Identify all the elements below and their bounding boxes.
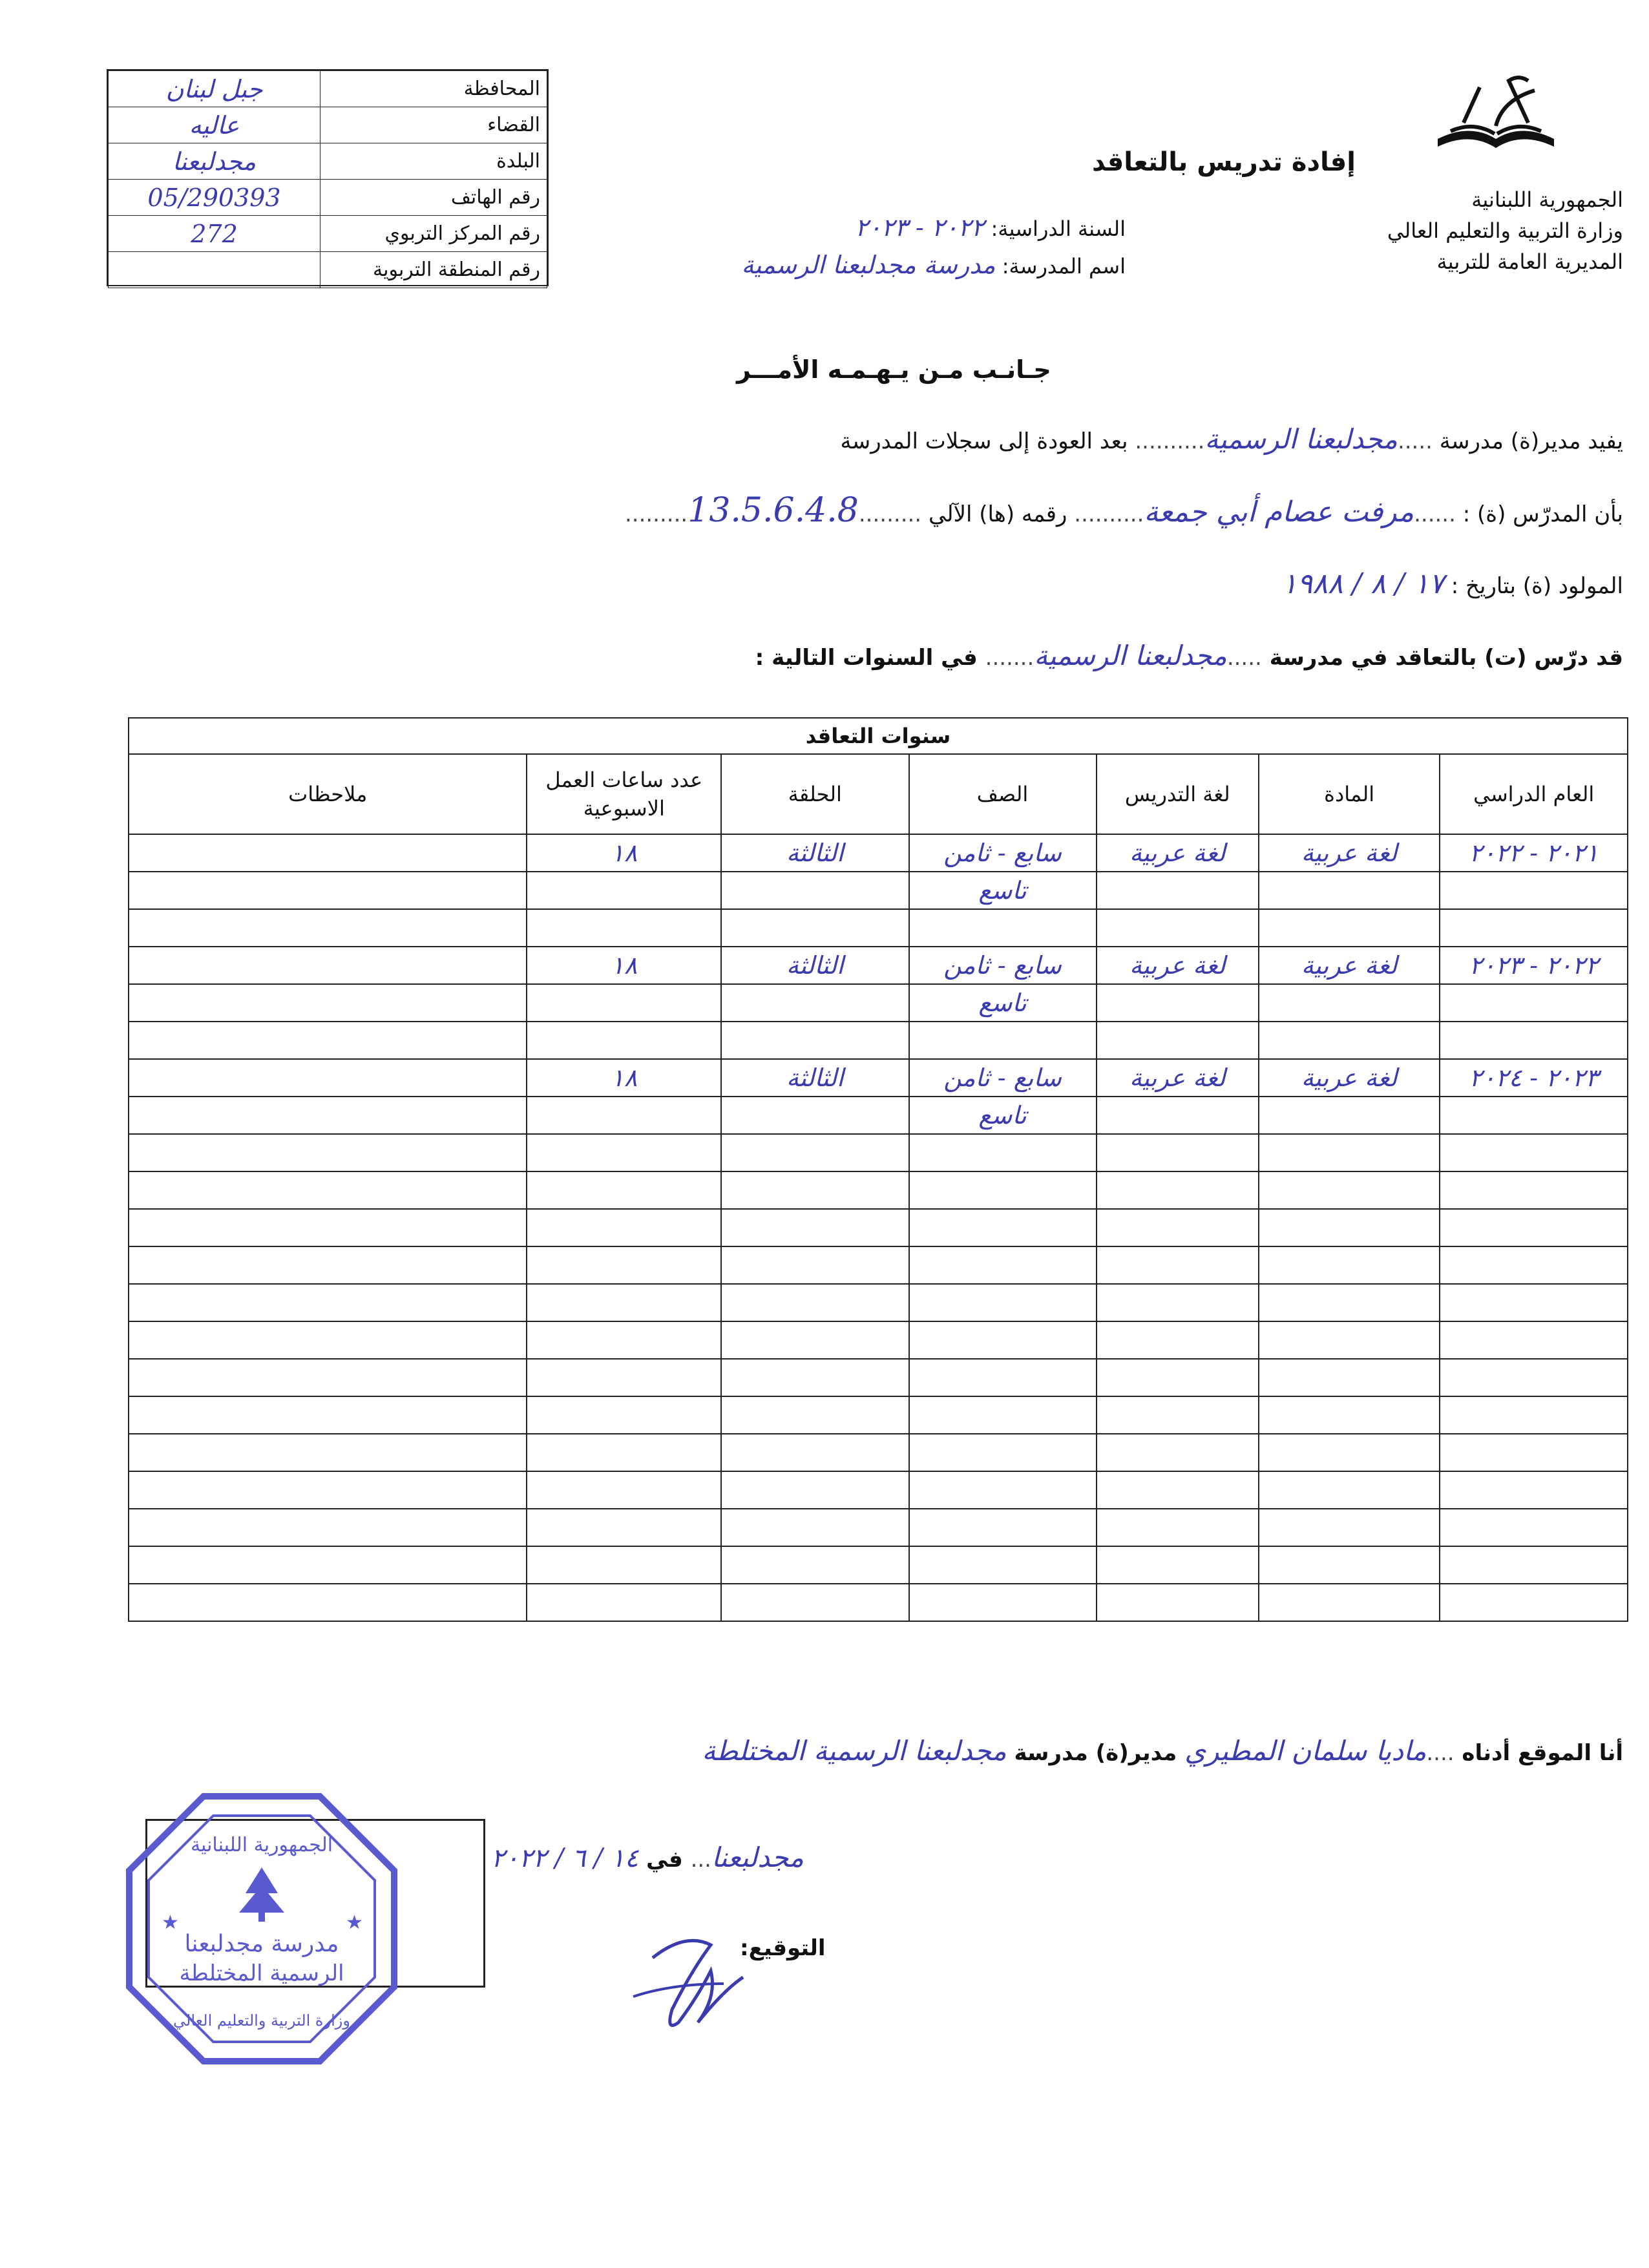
table-cell [527, 1134, 721, 1171]
table-cell [909, 1171, 1097, 1209]
signature-label: التوقيع: [740, 1935, 826, 1961]
table-cell [1259, 1246, 1440, 1284]
location-info-box [107, 69, 549, 286]
table-cell [1097, 872, 1259, 909]
table-cell [721, 1246, 909, 1284]
table-cell [909, 1246, 1097, 1284]
table-cell: تاسع [909, 1097, 1097, 1134]
info-label: رقم الهاتف [320, 180, 547, 216]
table-cell [1259, 909, 1440, 947]
table-cell [721, 909, 909, 947]
table-cell [527, 1321, 721, 1359]
school-name-label: اسم المدرسة: [1002, 254, 1126, 278]
table-cell [129, 1434, 527, 1471]
table-cell [1440, 1284, 1628, 1321]
table-row [129, 1284, 1628, 1321]
info-row [109, 252, 547, 288]
table-cell: ١٨ [527, 947, 721, 984]
table-cell [1097, 1396, 1259, 1434]
table-cell [527, 1509, 721, 1546]
info-row [109, 107, 547, 143]
table-cell [129, 1022, 527, 1059]
table-cell: ١٨ [527, 1059, 721, 1097]
column-header: العام الدراسي [1440, 754, 1628, 834]
table-cell [909, 1359, 1097, 1396]
table-cell [1097, 1171, 1259, 1209]
body-school-name: مجدلبعنا الرسمية [1204, 423, 1398, 455]
table-cell [527, 1434, 721, 1471]
body-line-1-prefix: يفيد مدير(ة) مدرسة [1439, 428, 1623, 454]
table-cell: لغة عربية [1259, 1059, 1440, 1097]
table-cell [1097, 1509, 1259, 1546]
table-cell [1440, 1246, 1628, 1284]
table-cell: لغة عربية [1097, 1059, 1259, 1097]
table-cell [721, 1134, 909, 1171]
body-line-1-suffix: بعد العودة إلى سجلات المدرسة [840, 428, 1128, 454]
school-name-line [741, 251, 1126, 279]
table-cell [129, 1097, 527, 1134]
table-cell [721, 1097, 909, 1134]
table-cell [1259, 1022, 1440, 1059]
table-cell [1259, 1509, 1440, 1546]
school-name-value: مدرسة مجدلبعنا الرسمية [741, 251, 996, 279]
table-cell: لغة عربية [1097, 947, 1259, 984]
table-cell: الثالثة [721, 834, 909, 872]
table-cell [909, 1584, 1097, 1621]
body-line-2-prefix: بأن المدرّس (ة) : [1462, 501, 1623, 527]
header-line-1: الجمهورية اللبنانية [1471, 187, 1623, 212]
table-cell [527, 1359, 721, 1396]
table-cell [129, 947, 527, 984]
table-cell [129, 1321, 527, 1359]
table-cell [129, 984, 527, 1022]
table-cell [1440, 1097, 1628, 1134]
table-row [129, 1584, 1628, 1621]
table-row [129, 1059, 1628, 1097]
body-line-1: يفيد مدير(ة) مدرسة .....مجدلبعنا الرسمية.......... بعد العودة إلى سجلات المدرسة [840, 423, 1623, 455]
table-cell [721, 1359, 909, 1396]
table-cell [527, 1284, 721, 1321]
signing-date: ١٤ / ٦ / ٢٠٢٢ [491, 1843, 639, 1873]
info-label: البلدة [320, 143, 547, 180]
body-line-4: قد درّس (ت) بالتعاقد في مدرسة .....مجدلبعنا الرسمية....... في السنوات التالية : [755, 640, 1623, 671]
table-cell [129, 1546, 527, 1584]
body-line-4-suffix: في السنوات التالية : [755, 645, 978, 671]
table-cell [129, 1509, 527, 1546]
table-cell [129, 1471, 527, 1509]
table-cell [721, 1471, 909, 1509]
signer-prefix: أنا الموقع أدناه [1462, 1740, 1623, 1766]
table-cell: لغة عربية [1259, 834, 1440, 872]
table-caption: سنوات التعاقد [129, 718, 1628, 754]
table-row [129, 1209, 1628, 1246]
table-cell [129, 1134, 527, 1171]
info-value: 272 [109, 216, 320, 252]
table-cell [909, 1284, 1097, 1321]
info-row [109, 143, 547, 180]
table-cell [721, 1321, 909, 1359]
table-cell [721, 1171, 909, 1209]
info-row [109, 216, 547, 252]
school-year-line [855, 213, 1126, 242]
table-cell [527, 1022, 721, 1059]
table-cell [1440, 1396, 1628, 1434]
column-header: الحلقة [721, 754, 909, 834]
table-cell: ٢٠٢٣ - ٢٠٢٤ [1440, 1059, 1628, 1097]
table-row [129, 1509, 1628, 1546]
info-row [109, 71, 547, 107]
table-cell [909, 1396, 1097, 1434]
table-cell [527, 1584, 721, 1621]
page-title: إفادة تدريس بالتعاقد [1092, 147, 1356, 177]
table-cell [1097, 1584, 1259, 1621]
table-cell [527, 1471, 721, 1509]
body-line-3-prefix: المولود (ة) بتاريخ : [1451, 573, 1623, 599]
table-cell [909, 1546, 1097, 1584]
table-cell [527, 1246, 721, 1284]
table-cell [1097, 1209, 1259, 1246]
table-row [129, 1434, 1628, 1471]
table-cell [527, 1171, 721, 1209]
table-row [129, 1246, 1628, 1284]
table-cell [1440, 1134, 1628, 1171]
table-row [129, 834, 1628, 872]
table-row [129, 909, 1628, 947]
table-cell [909, 1134, 1097, 1171]
signer-school: مجدلبعنا الرسمية المختلطة [702, 1735, 1007, 1767]
table-cell [1259, 1546, 1440, 1584]
table-row [129, 1359, 1628, 1396]
table-cell [1097, 1546, 1259, 1584]
contract-school-name: مجدلبعنا الرسمية [1034, 640, 1227, 671]
table-cell [129, 1246, 527, 1284]
teacher-name: مرفت عصام أبي جمعة [1144, 496, 1414, 529]
signer-name: ماديا سلمان المطيري [1184, 1735, 1427, 1767]
table-row [129, 1171, 1628, 1209]
school-year-value: ٢٠٢٢ - ٢٠٢٣ [855, 213, 985, 242]
table-cell [129, 1059, 527, 1097]
stamp-line-2: مدرسة مجدلبعنا [184, 1931, 339, 1957]
table-cell [1097, 1022, 1259, 1059]
table-row [129, 1471, 1628, 1509]
table-cell [1440, 872, 1628, 909]
table-cell [1259, 1321, 1440, 1359]
table-cell [527, 872, 721, 909]
table-cell [721, 984, 909, 1022]
table-row [129, 984, 1628, 1022]
info-label: القضاء [320, 107, 547, 143]
info-value: عاليه [109, 107, 320, 143]
table-cell [129, 1359, 527, 1396]
body-line-2-mid: رقمه (ها) الآلي [928, 501, 1067, 527]
signer-line: أنا الموقع أدناه ....ماديا سلمان المطيري مدير(ة) مدرسة مجدلبعنا الرسمية المختلطة [702, 1735, 1623, 1767]
svg-text:★: ★ [346, 1911, 363, 1934]
column-header: الصف [909, 754, 1097, 834]
table-cell [1097, 984, 1259, 1022]
table-cell [1259, 1134, 1440, 1171]
table-cell [129, 1396, 527, 1434]
table-row [129, 1022, 1628, 1059]
table-cell [1440, 1509, 1628, 1546]
handwritten-signature [614, 1919, 762, 2048]
ministry-header [1387, 184, 1623, 277]
table-cell [721, 1584, 909, 1621]
date-prefix: في [646, 1847, 683, 1873]
column-header: لغة التدريس [1097, 754, 1259, 834]
table-cell: سابع - ثامن [909, 1059, 1097, 1097]
table-cell [527, 1396, 721, 1434]
table-cell [129, 1284, 527, 1321]
table-row [129, 1321, 1628, 1359]
table-cell [721, 1509, 909, 1546]
table-cell [1097, 1434, 1259, 1471]
table-cell [1259, 1209, 1440, 1246]
table-cell [1259, 984, 1440, 1022]
table-cell [1440, 984, 1628, 1022]
table-cell [1440, 909, 1628, 947]
svg-text:★: ★ [162, 1911, 179, 1934]
info-row [109, 180, 547, 216]
birth-date: ١٧ / ٨ / ١٩٨٨ [1281, 567, 1444, 600]
table-cell [1440, 1546, 1628, 1584]
table-cell [909, 1209, 1097, 1246]
table-cell [527, 1546, 721, 1584]
teacher-number: 13.5.6.4.8 [688, 491, 859, 530]
table-cell [721, 1434, 909, 1471]
info-label: رقم المنطقة التربوية [320, 252, 547, 288]
ministry-logo [1431, 61, 1560, 165]
body-line-3 [1282, 567, 1623, 600]
table-row [129, 1396, 1628, 1434]
table-cell [1440, 1471, 1628, 1509]
table-cell [909, 909, 1097, 947]
column-header: عدد ساعات العمل الاسبوعية [527, 754, 721, 834]
table-cell [129, 1584, 527, 1621]
table-cell [1097, 1321, 1259, 1359]
table-cell: الثالثة [721, 947, 909, 984]
table-row [129, 872, 1628, 909]
table-cell [721, 1284, 909, 1321]
table-cell: سابع - ثامن [909, 947, 1097, 984]
table-cell [909, 1022, 1097, 1059]
table-cell [1440, 1434, 1628, 1471]
table-cell [527, 1209, 721, 1246]
table-cell [1440, 1359, 1628, 1396]
table-cell [1259, 872, 1440, 909]
table-cell [909, 1509, 1097, 1546]
table-cell [909, 1434, 1097, 1471]
table-cell [1259, 1171, 1440, 1209]
table-cell [1097, 1471, 1259, 1509]
table-cell [527, 1097, 721, 1134]
info-value: مجدلبعنا [109, 143, 320, 180]
table-cell [909, 1471, 1097, 1509]
table-cell [721, 872, 909, 909]
table-cell: سابع - ثامن [909, 834, 1097, 872]
stamp-line-4: وزارة التربية والتعليم العالي [173, 2011, 350, 2030]
table-cell: لغة عربية [1097, 834, 1259, 872]
table-cell [129, 1209, 527, 1246]
table-cell [129, 834, 527, 872]
info-label: المحافظة [320, 71, 547, 107]
school-stamp [123, 1790, 401, 2068]
body-line-2: بأن المدرّس (ة) : ......مرفت عصام أبي جمعة.......... رقمه (ها) الآلي .........13.5.6.4.8......... [624, 491, 1623, 530]
signing-place: مجدلبعنا [711, 1842, 804, 1873]
table-cell [1440, 1209, 1628, 1246]
table-cell [1097, 1359, 1259, 1396]
info-value [109, 252, 320, 288]
table-cell [721, 1209, 909, 1246]
table-cell [1259, 1434, 1440, 1471]
table-cell [1097, 1246, 1259, 1284]
table-cell [1259, 1471, 1440, 1509]
table-cell [721, 1022, 909, 1059]
table-cell [129, 909, 527, 947]
place-date-line: مجدلبعنا... في ١٤ / ٦ / ٢٠٢٢ [491, 1842, 804, 1873]
header-line-2: وزارة التربية والتعليم العالي [1387, 218, 1623, 243]
table-cell: تاسع [909, 872, 1097, 909]
table-cell [527, 909, 721, 947]
column-header: المادة [1259, 754, 1440, 834]
table-cell [721, 1396, 909, 1434]
table-cell [1440, 1321, 1628, 1359]
table-cell [1259, 1359, 1440, 1396]
contract-years-table [128, 717, 1628, 1622]
table-row [129, 1546, 1628, 1584]
table-cell [1440, 1171, 1628, 1209]
signer-role: مدير(ة) مدرسة [1014, 1740, 1177, 1766]
table-cell [1259, 1396, 1440, 1434]
table-cell [1097, 909, 1259, 947]
body-line-4-prefix: قد درّس (ت) بالتعاقد في مدرسة [1269, 645, 1623, 671]
table-cell [1259, 1284, 1440, 1321]
table-cell [1259, 1097, 1440, 1134]
stamp-line-3: الرسمية المختلطة [179, 1960, 344, 1986]
table-cell: ٢٠٢٢ - ٢٠٢٣ [1440, 947, 1628, 984]
table-cell [1097, 1284, 1259, 1321]
table-row [129, 1134, 1628, 1171]
table-cell [1097, 1097, 1259, 1134]
table-cell: لغة عربية [1259, 947, 1440, 984]
info-value: جبل لبنان [109, 71, 320, 107]
stamp-line-1: الجمهورية اللبنانية [190, 1834, 333, 1856]
table-row [129, 1097, 1628, 1134]
table-cell: الثالثة [721, 1059, 909, 1097]
info-label: رقم المركز التربوي [320, 216, 547, 252]
table-row [129, 947, 1628, 984]
header-line-3: المديرية العامة للتربية [1436, 249, 1623, 274]
table-cell [527, 984, 721, 1022]
table-cell [1440, 1022, 1628, 1059]
info-value: 05/290393 [109, 180, 320, 216]
table-cell [1440, 1584, 1628, 1621]
table-cell [129, 872, 527, 909]
table-cell: تاسع [909, 984, 1097, 1022]
table-cell: ١٨ [527, 834, 721, 872]
table-cell [721, 1546, 909, 1584]
table-cell [129, 1171, 527, 1209]
column-header: ملاحظات [129, 754, 527, 834]
table-cell [1097, 1134, 1259, 1171]
addressee-heading: جـانـب مـن يـهـمـه الأمـــر [737, 355, 1051, 384]
table-cell [909, 1321, 1097, 1359]
school-year-label: السنة الدراسية: [991, 216, 1126, 241]
table-cell [1259, 1584, 1440, 1621]
table-cell: ٢٠٢١ - ٢٠٢٢ [1440, 834, 1628, 872]
